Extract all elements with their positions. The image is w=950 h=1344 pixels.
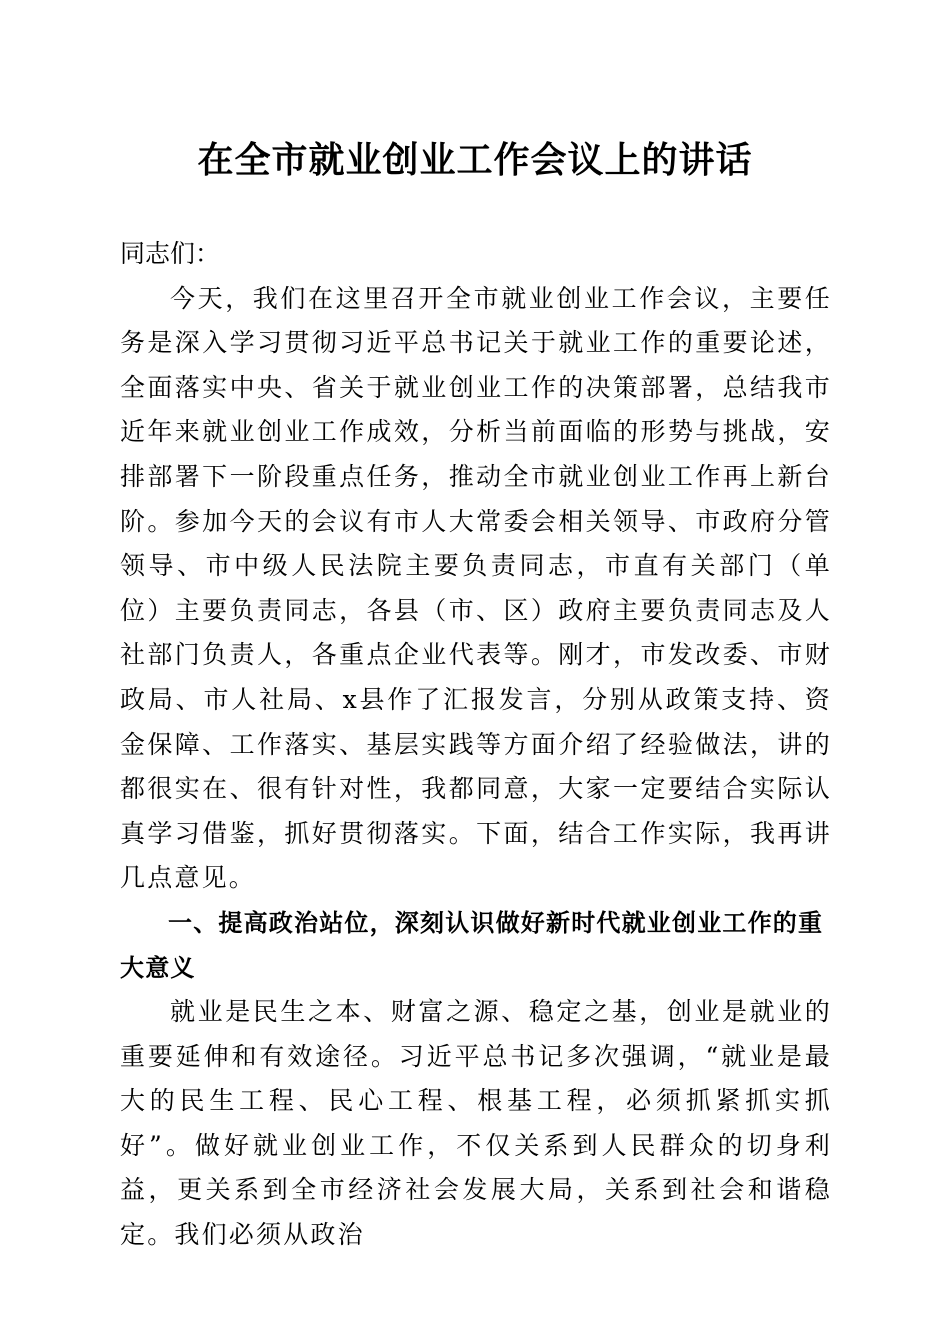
salutation: 同志们：	[120, 239, 221, 268]
document-body	[120, 232, 832, 1258]
section-heading-1: 一、提高政治站位，深刻认识做好新时代就业创业工作的重大意义	[120, 908, 824, 982]
section-1-paragraph: 就业是民生之本、财富之源、稳定之基，创业是就业的重要延伸和有效途径。习近平总书记多次强调，“就业是最大的民生工程、民心工程、根基工程，必须抓紧抓实抓好”。做好就业创业工作，不仅关系到人民群众的切身利益，更关系到全市经济社会发展大局，关系到社会和谐稳定。我们必须从政治	[120, 997, 832, 1250]
document-title: 在全市就业创业工作会议上的讲话	[197, 139, 753, 181]
opening-paragraph: 今天，我们在这里召开全市就业创业工作会议，主要任务是深入学习贯彻习近平总书记关于就业工作的重要论述，全面落实中央、省关于就业创业工作的决策部署，总结我市近年来就业创业工作成效，分析当前面临的形势与挑战，安排部署下一阶段重点任务，推动全市就业创业工作再上新台阶。参加今天的会议有市人大常委会相关领导、市政府分管领导、市中级人民法院主要负责同志，市直有关部门（单位）主要负责同志，各县（市、区）政府主要负责同志及人社部门负责人，各重点企业代表等。刚才，市发改委、市财政局、市人社局、x县作了汇报发言，分别从政策支持、资金保障、工作落实、基层实践等方面介绍了经验做法，讲的都很实在、很有针对性，我都同意，大家一定要结合实际认真学习借鉴，抓好贯彻落实。下面，结合工作实际，我再讲几点意见。	[120, 283, 832, 893]
